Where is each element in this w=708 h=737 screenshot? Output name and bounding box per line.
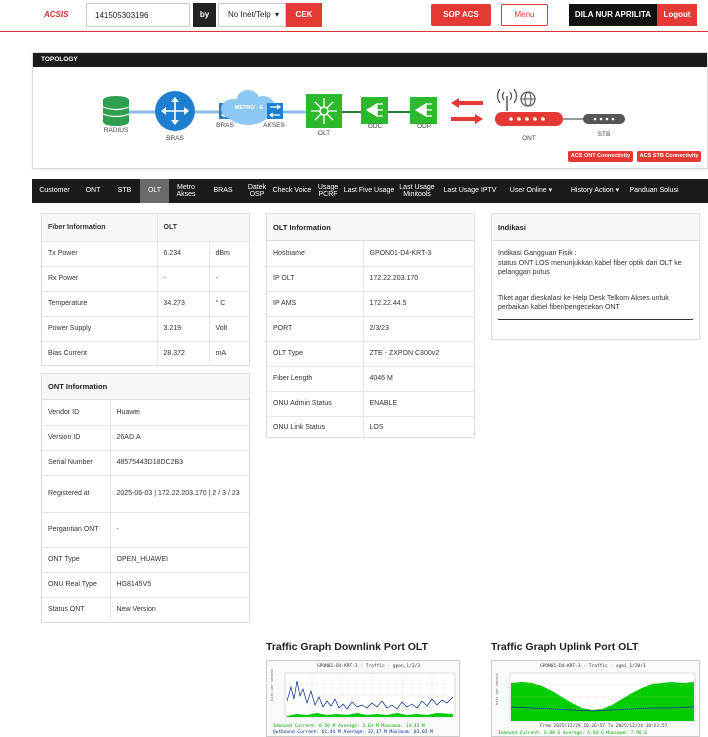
indikasi-panel <box>491 213 700 340</box>
olt-icon <box>306 94 342 128</box>
akses-switch-icon <box>267 103 283 119</box>
table-row <box>42 475 249 512</box>
olt-value: ZTE - ZXPON C300v2 <box>363 341 474 366</box>
odc-icon <box>361 97 388 124</box>
tab-last-usage-iptv[interactable]: Last Usage IPTV <box>443 187 497 195</box>
radius-server-icon <box>103 96 129 126</box>
divider <box>498 319 693 320</box>
logout-button[interactable]: Logout <box>657 4 697 26</box>
downlink-legend-inbound: Inbound Current: 6.58 M Average: 3.64 M Maximum: 14.42 M <box>273 724 425 729</box>
radius-label: RADIUS <box>103 127 129 134</box>
fiber-value: - <box>157 266 209 291</box>
tab-panduan-solusi[interactable]: Panduan Solusi <box>629 187 679 195</box>
acs-stb-connectivity-button[interactable]: ACS STB Connectivity <box>637 151 701 162</box>
tab-datek-osp[interactable]: Datek OSP <box>247 183 267 198</box>
table-row <box>267 316 474 341</box>
table-row <box>42 400 249 425</box>
table-row <box>267 366 474 391</box>
olt-label: OLT <box>317 130 331 137</box>
fiber-label: Temperature <box>42 291 157 316</box>
fiber-value: 28.372 <box>157 341 209 366</box>
olt-value: LOS <box>363 416 474 439</box>
ont-label: Serial Number <box>42 450 110 475</box>
table-row <box>267 416 474 439</box>
tab-ont[interactable]: ONT <box>85 187 101 195</box>
ont-label: Registered at <box>42 475 110 512</box>
tab-last-usage-minitools[interactable]: Last Usage Minitools <box>399 183 435 198</box>
ont-value: 48575443D18DC2B3 <box>110 450 249 475</box>
top-bar <box>0 0 708 32</box>
ont-label: ONT Type <box>42 547 110 572</box>
table-row <box>267 341 474 366</box>
table-row <box>42 572 249 597</box>
tab-last-five-usage[interactable]: Last Five Usage <box>343 187 395 195</box>
bras-router-icon <box>155 91 195 131</box>
olt-value: 172.22.44.5 <box>363 291 474 316</box>
olt-label: Hostname <box>267 241 363 266</box>
fiber-label: Tx Power <box>42 241 157 266</box>
ont-value: OPEN_HUAWEI <box>110 547 249 572</box>
olt-table <box>267 241 474 439</box>
olt-label: Fiber Length <box>267 366 363 391</box>
stb-device-icon <box>583 114 625 124</box>
uplink-legend-inbound: Inbound Current: 6.98 G Average: 5.84 G Maximum: 7.96 G <box>498 731 648 736</box>
topology-panel <box>32 52 708 169</box>
metro-label: METRO - E <box>234 105 264 111</box>
ont-label: Vendor ID <box>42 400 110 425</box>
downlink-graph-title: Traffic Graph Downlink Port OLT <box>266 641 428 653</box>
olt-info-title: OLT Information <box>267 214 474 241</box>
odp-icon <box>410 97 437 124</box>
tab-usage-pcrf[interactable]: Usage PCRF <box>317 183 339 198</box>
tab-metro-akses[interactable]: Metro Akses <box>176 183 196 198</box>
main-nav <box>32 179 708 203</box>
ont-label: Version ID <box>42 425 110 450</box>
uplink-traffic-graph <box>491 660 700 737</box>
table-row <box>267 266 474 291</box>
table-row <box>267 391 474 416</box>
cek-button[interactable]: CEK <box>286 3 322 27</box>
globe-icon <box>521 92 535 106</box>
table-row <box>267 241 474 266</box>
fiber-label: Power Supply <box>42 316 157 341</box>
fiber-title: Fiber Information <box>42 214 157 241</box>
downlink-legend-outbound: Outbound Current: 61.44 M Average: 32.17 M Maximum: 83.03 M <box>273 730 433 735</box>
acs-ont-connectivity-button[interactable]: ACS ONT Connectivity <box>568 151 633 162</box>
user-name: DILA NUR APRILITA <box>569 4 657 26</box>
indikasi-line1: Indikasi Gangguan Fisik : <box>498 250 577 257</box>
fiber-unit: dBm <box>209 241 249 266</box>
akses-label: AKSES <box>263 122 285 129</box>
tab-bras[interactable]: BRAS <box>213 187 233 195</box>
fiber-unit: ° C <box>209 291 249 316</box>
tab-history-action[interactable]: History Action ▾ <box>570 187 620 195</box>
fiber-olt-header: OLT <box>157 214 249 241</box>
ont-info-title: ONT Information <box>42 374 249 400</box>
ont-value: Huawei <box>110 400 249 425</box>
fiber-unit: Volt <box>209 316 249 341</box>
table-row <box>42 547 249 572</box>
olt-label: PORT <box>267 316 363 341</box>
tab-stb[interactable]: STB <box>117 187 132 195</box>
table-row <box>42 425 249 450</box>
uplink-graph-caption: GPON01-D4-KRT-3 - Traffic - xgei_1/20/1 <box>540 664 646 669</box>
olt-label: ONU Admin Status <box>267 391 363 416</box>
table-row <box>42 291 249 316</box>
ont-value: 2025-06-03 | 172.22.203.170 | 2 / 3 / 23 <box>110 475 249 512</box>
table-row <box>42 316 249 341</box>
ont-label: ONU Real Type <box>42 572 110 597</box>
fiber-value: 34.273 <box>157 291 209 316</box>
table-row <box>267 291 474 316</box>
fiber-label: Rx Power <box>42 266 157 291</box>
bras-label: BRAS <box>166 135 184 142</box>
uplink-graph-title: Traffic Graph Uplink Port OLT <box>491 641 639 653</box>
stb-label: STB <box>597 131 611 138</box>
fiber-value: 3.219 <box>157 316 209 341</box>
table-row <box>42 512 249 547</box>
bras2-label: BRAS <box>216 122 234 129</box>
uplink-graph-subcaption: From 2025/12/29 10:26:57 To 2025/12/24 10:21:57 <box>540 724 668 729</box>
olt-value: 172.22.203.170 <box>363 266 474 291</box>
tab-olt[interactable]: OLT <box>140 179 169 203</box>
indikasi-line2: status ONT LOS menunjukkan kabel fiber optik dari OLT ke pelanggan putus <box>498 259 682 276</box>
tab-check-voice[interactable]: Check Voice <box>272 187 312 195</box>
tab-user-online[interactable]: User Online ▾ <box>509 187 553 195</box>
search-type-value: No Inet/Telp <box>228 10 271 19</box>
ont-value: New Version <box>110 597 249 621</box>
odp-label: ODP <box>416 123 432 130</box>
olt-label: OLT Type <box>267 341 363 366</box>
downlink-graph-caption: GPON01-D4-KRT-3 - Traffic - gpon_1/2/3 <box>317 664 420 669</box>
indikasi-line3: Tiket agar dieskalasi ke Help Desk Telkom Akses untuk perbaikan kabel fiber/pengecekan ONT <box>498 294 669 311</box>
indikasi-body <box>492 241 699 320</box>
fiber-table <box>42 214 249 366</box>
fiber-unit: mA <box>209 341 249 366</box>
app-logo[interactable]: ACSIS <box>44 10 69 19</box>
ont-label: Status ONT <box>48 605 85 613</box>
table-row <box>42 266 249 291</box>
table-row <box>42 597 249 621</box>
ont-label: ONT <box>522 135 536 142</box>
menu-button[interactable]: Menu <box>501 4 548 26</box>
fiber-label: Bias Current <box>48 350 87 358</box>
chevron-down-icon: ▾ <box>274 10 279 19</box>
olt-value: GPON01-D4-KRT-3 <box>363 241 474 266</box>
ont-value: HG8145V5 <box>110 572 249 597</box>
fiber-value: 6.234 <box>157 241 209 266</box>
table-row <box>42 341 249 366</box>
ont-value: - <box>110 512 249 547</box>
bidirectional-arrows-icon <box>451 98 483 124</box>
indikasi-title: Indikasi <box>492 214 699 241</box>
olt-value: ENABLE <box>363 391 474 416</box>
olt-information-panel <box>266 213 475 438</box>
olt-value: 4046 M <box>363 366 474 391</box>
table-row <box>42 450 249 475</box>
sop-acs-button[interactable]: SOP ACS <box>431 4 491 26</box>
ont-value: 26AD.A <box>110 425 249 450</box>
olt-value: 2/3/23 <box>363 316 474 341</box>
ont-device-icon <box>495 112 563 126</box>
fiber-information-panel <box>41 213 250 366</box>
olt-label: ONU Link Status <box>273 424 326 432</box>
topology-title: TOPOLOGY <box>33 53 707 67</box>
ont-table <box>42 400 249 621</box>
svg-text:bits per second: bits per second <box>495 673 499 705</box>
table-row <box>42 241 249 266</box>
olt-label: IP OLT <box>267 266 363 291</box>
odc-label: ODC <box>367 123 383 130</box>
svg-text:bits per second: bits per second <box>270 669 274 701</box>
ont-information-panel <box>41 373 250 623</box>
downlink-traffic-graph <box>266 660 460 737</box>
wifi-icon <box>498 89 517 111</box>
tab-customer[interactable]: Customer <box>39 187 70 195</box>
olt-label: IP AMS <box>267 291 363 316</box>
ont-label: Pergantian ONT <box>42 512 110 547</box>
fiber-unit: - <box>209 266 249 291</box>
search-input[interactable] <box>86 3 190 27</box>
search-type-select[interactable] <box>218 3 286 27</box>
by-label: by <box>193 3 216 27</box>
